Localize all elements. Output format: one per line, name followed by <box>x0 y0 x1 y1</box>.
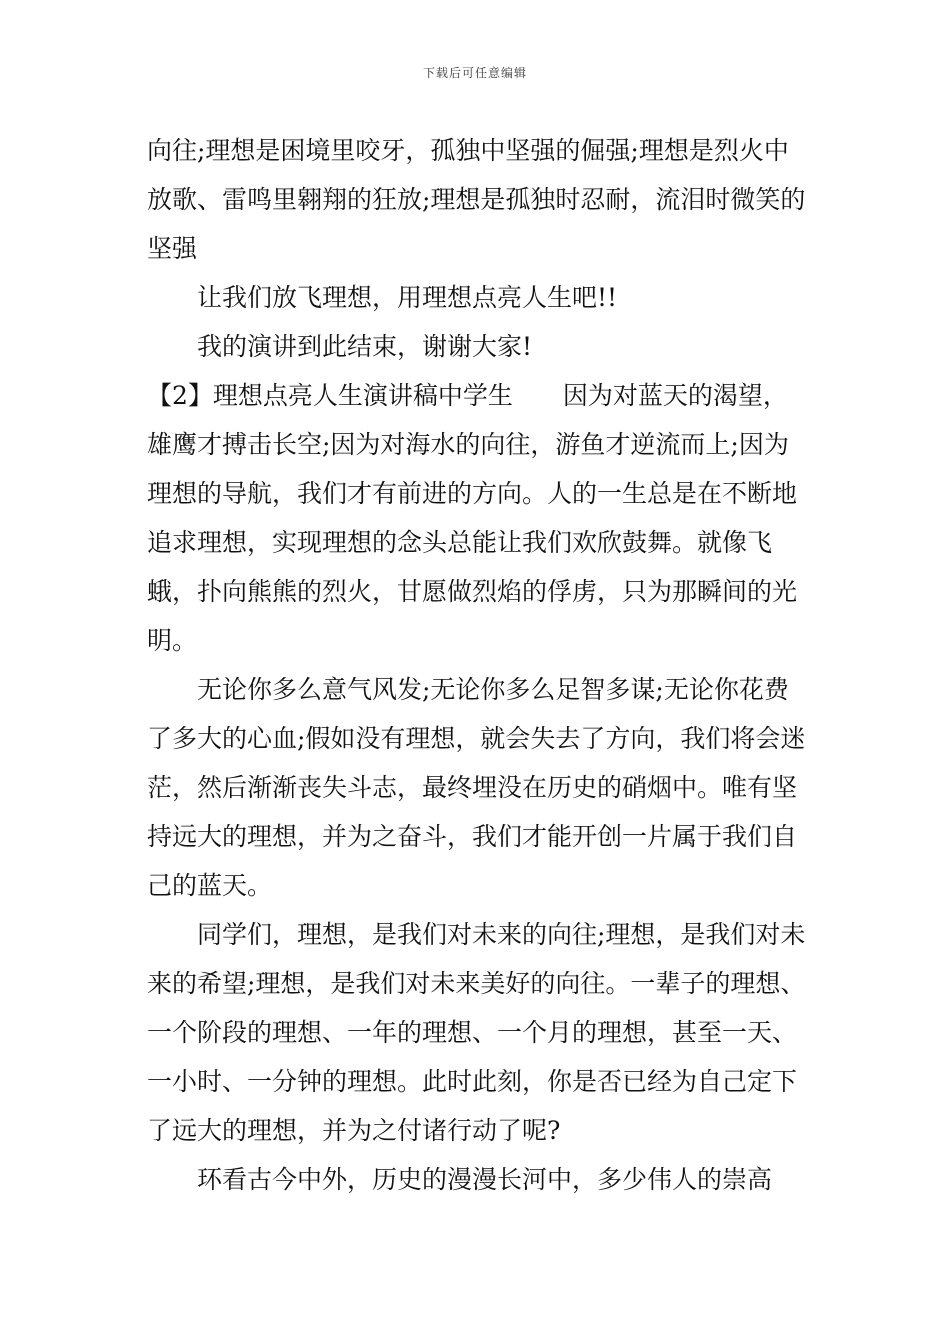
paragraph-7: 环看古今中外，历史的漫漫长河中，多少伟人的崇高 <box>197 1165 773 1194</box>
document-body <box>147 126 807 1204</box>
paragraph-4: 【2】理想点亮人生演讲稿中学生 因为对蓝天的渴望，雄鹰才搏击长空;因为对海水的向往，游鱼才逆流而上;因为理想的导航，我们才有前进的方向。人的一生总是在不断地追求理想，实现理想的念头总能让我们欢欣鼓舞。就像飞蛾，扑向熊熊的烈火，甘愿做烈焰的俘虏，只为那瞬间的光明。 <box>147 381 798 655</box>
page-header-note: 下载后可任意编辑 <box>422 66 527 80</box>
paragraph-3: 我的演讲到此结束，谢谢大家! <box>197 332 533 361</box>
paragraph-5: 无论你多么意气风发;无论你多么足智多谋;无论你花费了多大的心血;假如没有理想，就会失去了方向，我们将会迷茫，然后渐渐丧失斗志，最终埋没在历史的硝烟中。唯有坚持远大的理想，并为之奋斗，我们才能开创一片属于我们自己的蓝天。 <box>147 675 806 900</box>
paragraph-1: 向往;理想是困境里咬牙，孤独中坚强的倔强;理想是烈火中放歌、雷鸣里翱翔的狂放;理想是孤独时忍耐，流泪时微笑的坚强 <box>147 136 806 263</box>
paragraph-6: 同学们，理想，是我们对未来的向往;理想，是我们对未来的希望;理想，是我们对未来美好的向往。一辈子的理想、一个阶段的理想、一年的理想、一个月的理想，甚至一天、一小时、一分钟的理想。此时此刻，你是否已经为自己定下了远大的理想，并为之付诸行动了呢? <box>147 920 806 1145</box>
paragraph-2: 让我们放飞理想，用理想点亮人生吧!! <box>197 283 618 312</box>
